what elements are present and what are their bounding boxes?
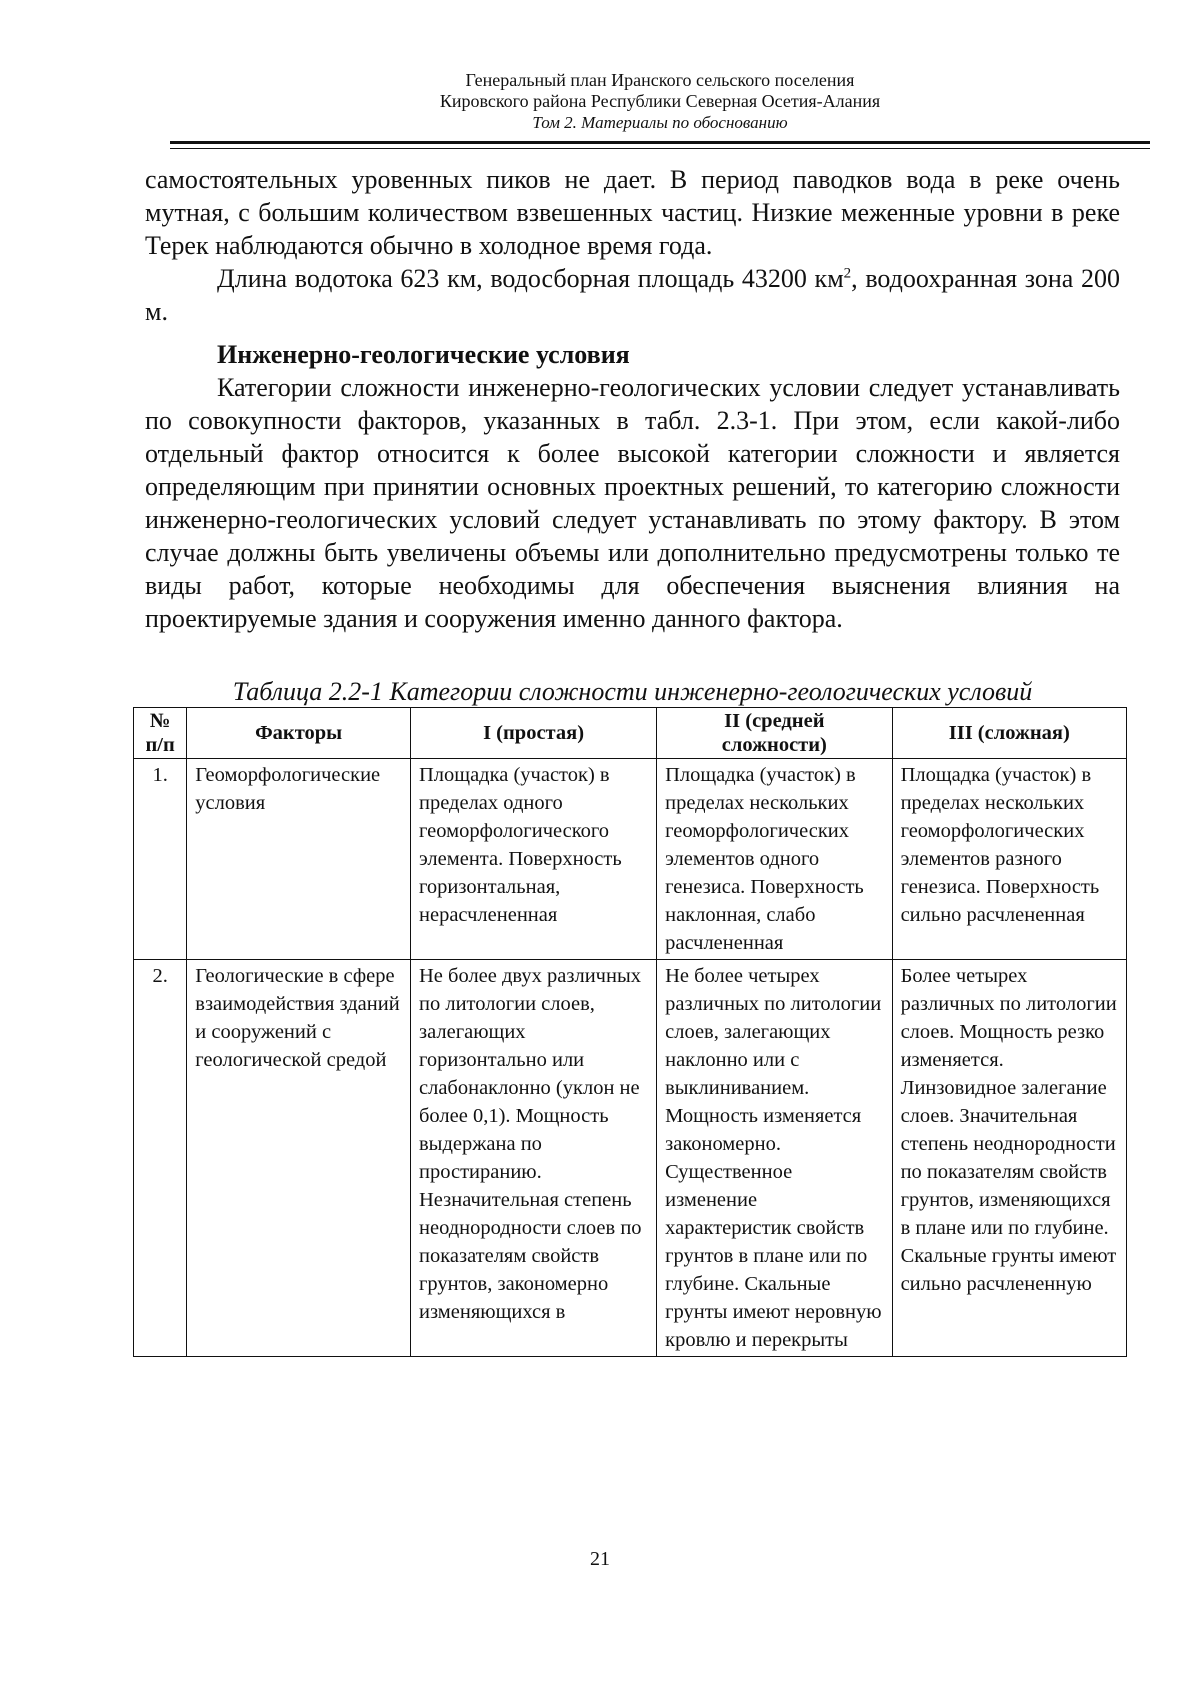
header-num-sign: № [149, 710, 171, 732]
cell-num: 2. [134, 960, 187, 1357]
header-medium-line2: сложности) [721, 734, 827, 756]
cell-medium: Не более четырех различных по литологии слоев, залегающих наклонно или с выклиниванием. Мощность изменяется закономерно. Существенное изменение характеристик свойств грунтов в плане или по глубине. Скальные грунты имеют неровную кровлю и перекрыты [657, 960, 892, 1357]
running-header [170, 70, 1150, 133]
cell-factor: Геологические в сфере взаимодействия зданий и сооружений с геологической средой [187, 960, 411, 1357]
paragraph-river-length [145, 262, 1120, 328]
river-length-text: Длина водотока 623 км, водосборная площадь 43200 км [217, 264, 844, 293]
page-number: 21 [590, 1548, 610, 1570]
header-factor: Факторы [187, 708, 411, 759]
factors-table [133, 707, 1127, 1357]
header-simple: I (простая) [411, 708, 657, 759]
table-row [134, 759, 1127, 960]
cell-num: 1. [134, 759, 187, 960]
cell-complex: Площадка (участок) в пределах нескольких геоморфологических элементов разного генезиса. Поверхность сильно расчлененная [892, 759, 1126, 960]
section-title: Инженерно-геологические условия [217, 340, 630, 369]
cell-medium: Площадка (участок) в пределах нескольких геоморфологических элементов одного генезиса. Поверхность наклонная, слабо расчлененная [657, 759, 892, 960]
river-length-text-end: , водоохранная зона 200 м. [145, 264, 1120, 326]
table-caption: Таблица 2.2-1 Категории сложности инженерно-геологических условий [232, 677, 1033, 706]
cell-complex: Более четырех различных по литологии слоев. Мощность резко изменяется. Линзовидное залегание слоев. Значительная степень неоднородности по показателям свойств грунтов, изменяющихся в плане или по глубине. Скальные грунты имеют сильно расчлененную [892, 960, 1126, 1357]
header-medium-line1: II (средней [724, 710, 825, 732]
paragraph-river-flow: самостоятельных уровенных пиков не дает. В период паводков вода в реке очень мутная, с большим количеством взвешенных частиц. Низкие меженные уровни в реке Терек наблюдаются обычно в холодное время года. [145, 165, 1120, 260]
header-complex: III (сложная) [892, 708, 1126, 759]
paragraph-categories: Категории сложности инженерно-геологических условии следует устанавливать по совокупности факторов, указанных в табл. 2.3-1. При этом, если какой-либо отдельный фактор относится к более высокой категории сложности и является определяющим при принятии основных проектных решений, то категорию сложности инженерно-геологических условий следует устанавливать по этому фактору. В этом случае должны быть увеличены объемы или дополнительно предусмотрены только те виды работ, которые необходимы для обеспечения выяснения влияния на проектируемые здания и сооружения именно данного фактора. [145, 373, 1120, 633]
header-medium [657, 708, 892, 759]
cell-simple: Не более двух различных по литологии слоев, залегающих горизонтально или слабонаклонно (уклон не более 0,1). Мощность выдержана по простиранию. Незначительная степень неоднородности слоев по показателям свойств грунтов, закономерно изменяющихся в [411, 960, 657, 1357]
superscript-2: 2 [843, 265, 852, 282]
cell-factor: Геоморфологические условия [187, 759, 411, 960]
header-line-title: Генеральный план Иранского сельского поселения [465, 70, 855, 90]
header-num [134, 708, 187, 759]
table-header-row [134, 708, 1127, 759]
header-num-abbr: п/п [145, 734, 175, 756]
table-row [134, 960, 1127, 1357]
header-line-region: Кировского района Республики Северная Осетия-Алания [439, 91, 881, 111]
header-rule [170, 141, 1150, 149]
cell-simple: Площадка (участок) в пределах одного геоморфологического элемента. Поверхность горизонтальная, нерасчлененная [411, 759, 657, 960]
body-text [145, 163, 1120, 635]
header-line-volume: Том 2. Материалы по обоснованию [532, 113, 788, 132]
